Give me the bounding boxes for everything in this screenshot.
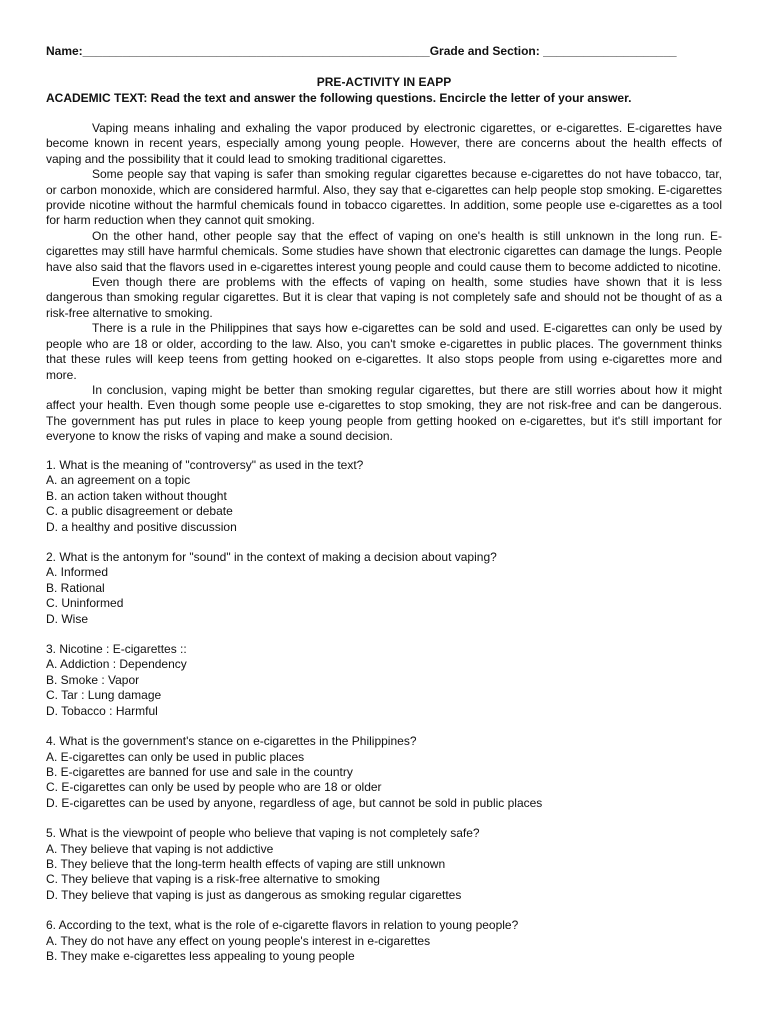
answer-option[interactable]: A. They do not have any effect on young people's interest in e-cigarettes	[46, 933, 431, 948]
question-3	[46, 642, 722, 719]
answer-option[interactable]: C. They believe that vaping is a risk-free alternative to smoking	[46, 872, 380, 887]
paragraph-5: There is a rule in the Philippines that says how e-cigarettes can be sold and used. E-cigarettes can only be used by people who are 18 or older, according to the law. Also, you can't smoke e-cigarettes in public places. The government thinks that these rules will keep teens from getting hooked on e-cigarettes. It also stops people from using e-cigarettes more and more.	[46, 321, 722, 382]
question-prompt: 4. What is the government's stance on e-cigarettes in the Philippines?	[46, 734, 417, 749]
answer-option[interactable]: C. a public disagreement or debate	[46, 504, 233, 519]
question-prompt: 3. Nicotine : E-cigarettes ::	[46, 642, 187, 657]
answer-option[interactable]: D. Tobacco : Harmful	[46, 703, 158, 718]
question-5	[46, 826, 722, 903]
answer-option[interactable]: B. E-cigarettes are banned for use and sale in the country	[46, 764, 353, 779]
worksheet-title: PRE-ACTIVITY IN EAPP	[316, 75, 452, 89]
question-prompt: 1. What is the meaning of "controversy" as used in the text?	[46, 458, 364, 472]
answer-option[interactable]: A. an agreement on a topic	[46, 473, 191, 488]
question-prompt: 2. What is the antonym for "sound" in the context of making a decision about vaping?	[46, 550, 497, 565]
answer-option[interactable]: C. E-cigarettes can only be used by people who are 18 or older	[46, 780, 382, 795]
paragraph-1: Vaping means inhaling and exhaling the vapor produced by electronic cigarettes, or e-cigarettes. E-cigarettes have become known in recent years, especially among young people. However, there are concerns about the health effects of vaping and the possibility that it could lead to smoking traditional cigarettes.	[46, 121, 722, 166]
question-list	[46, 458, 722, 979]
question-4	[46, 734, 722, 811]
question-prompt: 6. According to the text, what is the role of e-cigarette flavors in relation to young people?	[46, 918, 519, 933]
answer-option[interactable]: A. Informed	[46, 565, 109, 580]
question-prompt: 5. What is the viewpoint of people who believe that vaping is not completely safe?	[46, 826, 480, 841]
answer-option[interactable]: D. Wise	[46, 611, 88, 626]
paragraph-2: Some people say that vaping is safer than smoking regular cigarettes because e-cigarettes do not have tobacco, tar, or carbon monoxide, which are considered harmful. Also, they say that e-cigarettes can help people stop smoking. E-cigarettes provide nicotine without the harmful chemicals found in tobacco cigarettes. In addition, some people use e-cigarettes as a tool for harm reduction when they cannot quit smoking.	[46, 167, 722, 228]
question-6	[46, 918, 722, 964]
answer-option[interactable]: A. They believe that vaping is not addictive	[46, 841, 274, 856]
paragraph-4: Even though there are problems with the effects of vaping on health, some studies have shown that it is less dangerous than smoking regular cigarettes. But it is clear that vaping is not completely safe and should not be thought of as a risk-free alternative to smoking.	[46, 275, 722, 320]
answer-option[interactable]: D. a healthy and positive discussion	[46, 519, 237, 534]
answer-option[interactable]: B. They make e-cigarettes less appealing to young people	[46, 948, 355, 963]
instructions: ACADEMIC TEXT: Read the text and answer the following questions. Encircle the letter of your answer.	[46, 91, 632, 105]
question-2	[46, 550, 722, 627]
answer-option[interactable]: C. Uninformed	[46, 596, 124, 611]
answer-option[interactable]: D. They believe that vaping is just as dangerous as smoking regular cigarettes	[46, 887, 462, 902]
paragraph-6: In conclusion, vaping might be better than smoking regular cigarettes, but there are still worries about how it might affect your health. Even though some people use e-cigarettes to stop smoking, they are not risk-free and can be dangerous. The government has put rules in place to keep young people from getting hooked on e-cigarettes, but it's still important for everyone to know the risks of vaping and make a sound decision.	[46, 382, 722, 444]
answer-option[interactable]: B. Rational	[46, 580, 105, 595]
paragraph-3: On the other hand, other people say that the effect of vaping on one's health is still unknown in the long run. E-cigarettes may still have harmful chemicals. Some studies have shown that electronic cigarettes can damage the lungs. People have also said that the flavors used in e-cigarettes interest young people and could cause them to become addicted to nicotine.	[46, 228, 722, 274]
answer-option[interactable]: B. They believe that the long-term health effects of vaping are still unknown	[46, 856, 446, 871]
answer-option[interactable]: A. E-cigarettes can only be used in public places	[46, 749, 305, 764]
answer-option[interactable]: B. an action taken without thought	[46, 488, 227, 503]
answer-option[interactable]: A. Addiction : Dependency	[46, 657, 187, 672]
question-1	[46, 458, 722, 535]
name-grade-section-line: Name:____________________________________________________Grade and Section: ____________________	[46, 44, 677, 58]
answer-option[interactable]: B. Smoke : Vapor	[46, 672, 140, 687]
answer-option[interactable]: D. E-cigarettes can be used by anyone, regardless of age, but cannot be sold in public places	[46, 795, 543, 810]
academic-text	[46, 121, 722, 445]
answer-option[interactable]: C. Tar : Lung damage	[46, 688, 162, 703]
